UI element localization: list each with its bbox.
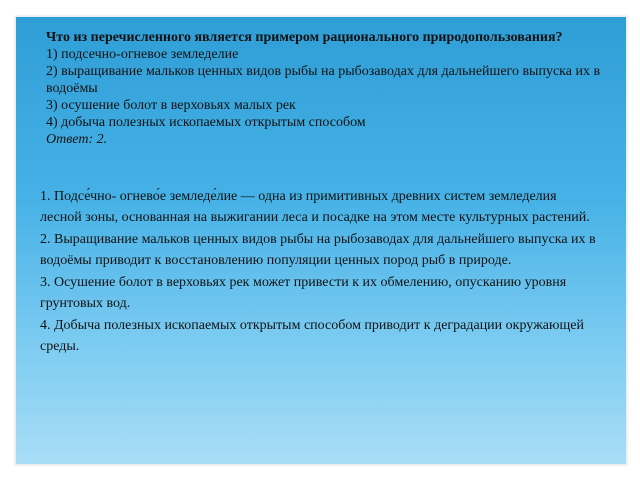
option-4: 4) добыча полезных ископаемых открытым способом xyxy=(46,115,366,130)
option-3: 3) осушение болот в верховьях малых рек xyxy=(46,98,296,113)
explanation-1: 1. Подсе́чно- огнево́е земледе́лие — одна из примитивных древних систем земледелия лесной зоны, основанная на выжигании леса и посадке на этом месте культурных растений. xyxy=(40,189,590,225)
option-2: 2) выращивание мальков ценных видов рыбы на рыбозаводах для дальнейшего выпуска их в водоёмы xyxy=(46,64,601,96)
option-1: 1) подсечно-огневое земледелие xyxy=(46,47,239,62)
explanation-2: 2. Выращивание мальков ценных видов рыбы на рыбозаводах для дальнейшего выпуска их в водоёмы приводит к восстановлению популяции ценных пород рыб в природе. xyxy=(40,232,596,268)
explanation-block xyxy=(40,187,600,359)
slide xyxy=(15,16,627,465)
question-block xyxy=(46,29,606,148)
explanation-4: 4. Добыча полезных ископаемых открытым способом приводит к деградации окружающей среды. xyxy=(40,318,584,354)
explanation-3: 3. Осушение болот в верховьях рек может привести к их обмелению, опусканию уровня грунтовых вод. xyxy=(40,275,567,311)
question-title: Что из перечисленного является примером рационального природопользования? xyxy=(46,30,563,45)
answer-line: Ответ: 2. xyxy=(46,132,108,147)
